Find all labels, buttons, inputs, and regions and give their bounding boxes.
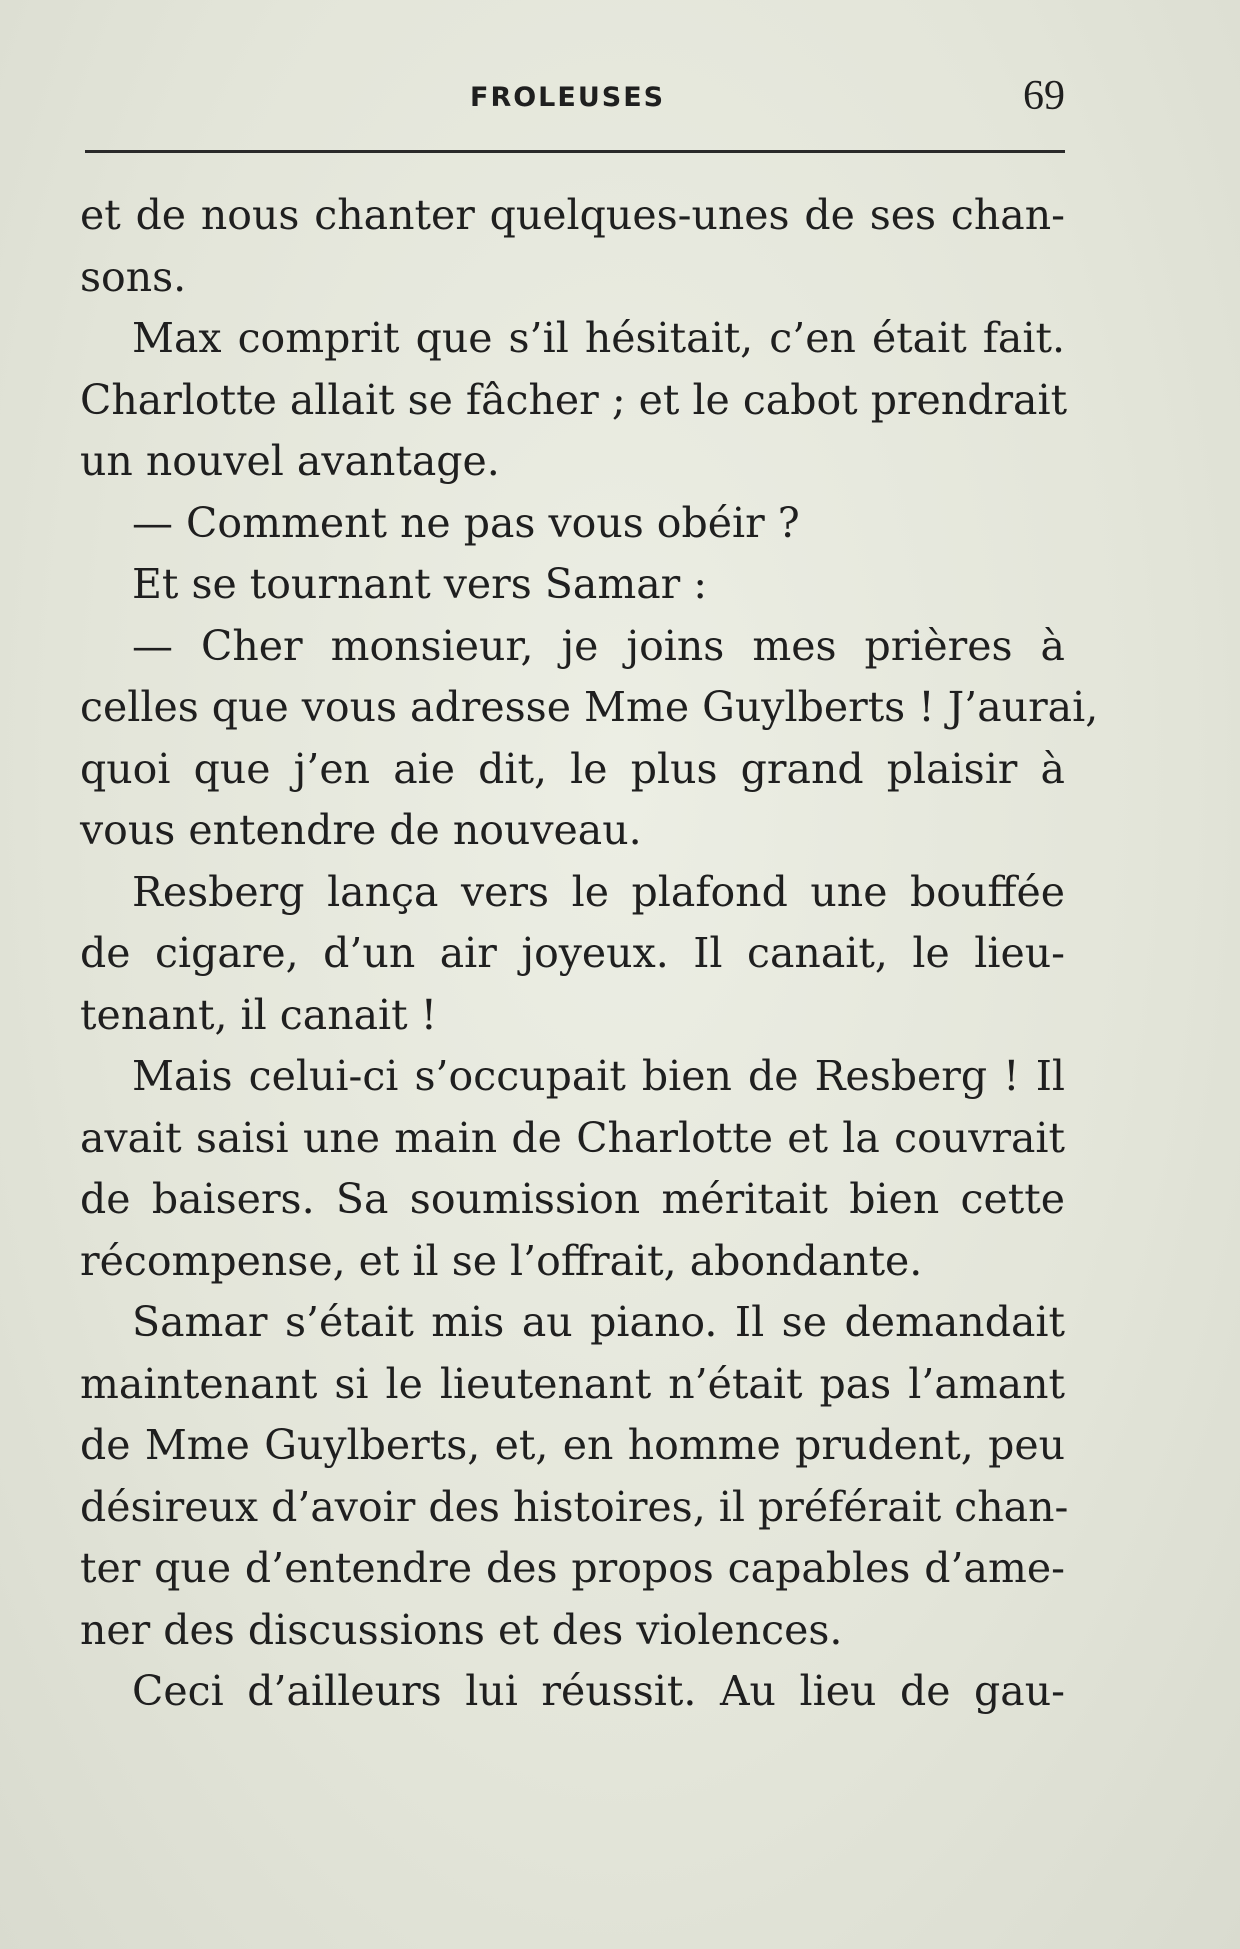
text-line: Mais celui-ci s’occupait bien de Resberg ! Il [132,1052,1065,1100]
text-line: ter que d’entendre des propos capables d’ame- [80,1544,1065,1592]
header-rule [85,150,1065,153]
text-line: vous entendre de nouveau. [80,806,642,854]
text-line: désireux d’avoir des histoires, il préférait chan- [80,1482,1069,1531]
text-line: de cigare, d’un air joyeux. Il canait, le lieu- [80,929,1065,977]
page-header [85,72,1065,122]
text-line: Max comprit que s’il hésitait, c’en était fait. [132,314,1065,362]
text-line: maintenant si le lieutenant n’était pas l’amant [80,1359,1065,1408]
text-line: sons. [80,252,187,301]
text-line: Et se tournant vers Samar : [132,560,708,608]
text-line: Ceci d’ailleurs lui réussit. Au lieu de gau- [132,1667,1065,1715]
text-line: Charlotte allait se fâcher ; et le cabot prendrait [80,375,1068,424]
text-line: celles que vous adresse Mme Guylberts ! J’aurai, [80,683,1099,731]
text-line: et de nous chanter quelques-unes de ses chan- [80,191,1065,239]
text-line: ner des discussions et des violences. [80,1605,843,1654]
text-line: — Cher monsieur, je joins mes prières à [132,621,1065,670]
text-line: Resberg lança vers le plafond une bouffée [132,867,1065,916]
text-line: un nouvel avantage. [80,437,500,485]
page-number: 69 [1023,73,1065,119]
text-line: Samar s’était mis au piano. Il se demandait [132,1298,1065,1346]
running-title: FROLEUSES [470,82,666,113]
text-line: de baisers. Sa soumission méritait bien cette [80,1175,1065,1223]
text-line: tenant, il canait ! [80,990,438,1039]
text-line: — Comment ne pas vous obéir ? [132,498,800,547]
body-text [80,185,1099,1723]
text-line: récompense, et il se l’offrait, abondante. [80,1236,923,1285]
text-line: quoi que j’en aie dit, le plus grand plaisir à [80,744,1065,793]
text-line: de Mme Guylberts, et, en homme prudent, peu [80,1421,1065,1469]
text-line: avait saisi une main de Charlotte et la couvrait [80,1113,1065,1162]
